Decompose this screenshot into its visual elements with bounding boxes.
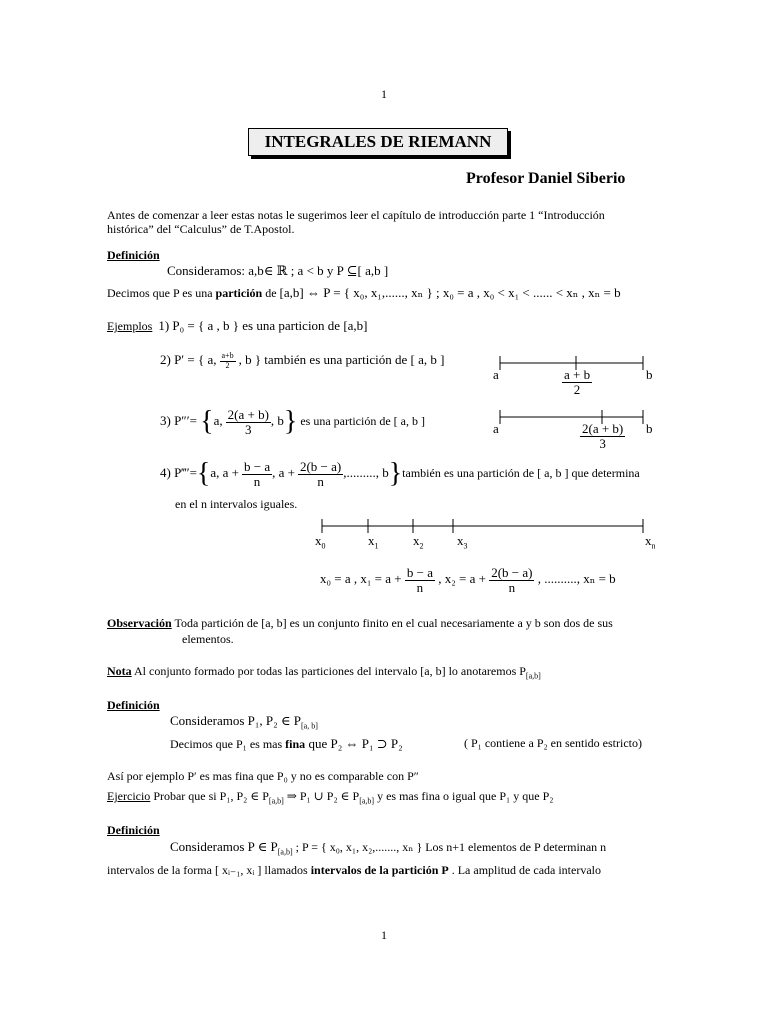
example-3-numerator: 2(a + b) xyxy=(227,407,269,422)
diagram-1-mid-denominator: 2 xyxy=(573,381,581,397)
definition-1-pre: Decimos que P es una xyxy=(107,286,216,300)
intro-line-1: Antes de comenzar a leer estas notas le sugerimos leer el capítulo de introducción parte 1 “Introducción xyxy=(107,208,605,222)
exercise-text-2: ⇒ P₁ ∪ P₂ ∈ P xyxy=(283,789,360,803)
diagram-3-lines xyxy=(322,519,643,533)
diagram-3-x1 xyxy=(368,533,379,551)
definition-2-post: que P₂ ⇔ P₁ ⊃ P₂ xyxy=(305,736,403,751)
example-3: 3) P″′= {a, $\frac{2(a + b)}{3}$ , b} es una partición de [ a, b ] xyxy=(160,406,425,438)
example-4-f2-numerator: 2(b − a) xyxy=(299,459,342,474)
example-2-pre: 2) P′ = { a, xyxy=(160,352,217,367)
definition-3-post: ; P = { x₀, x₁, x₂,......., xₙ } Los n+1 elementos de P determinan n xyxy=(292,840,607,854)
definition-3-term: intervalos de la partición P xyxy=(310,863,449,877)
diagram-2-left-label: a xyxy=(493,421,499,436)
example-2-post: , b } también es una partición de [ a, b ] xyxy=(238,352,445,367)
x3-subscript: 3 xyxy=(463,541,468,551)
example-4-post: también es una partición de [ a, b ] que determina xyxy=(402,465,640,480)
diagram-1-mid-numerator: a + b xyxy=(564,367,591,382)
definition-2-line-1 xyxy=(170,713,318,731)
intro-line-2: histórica” del “Calculus” de T.Apostol. xyxy=(107,222,295,236)
diagram-3-x0 xyxy=(315,533,326,551)
example-2-numerator: a+b xyxy=(221,351,234,361)
diagram-2-mid-denominator: 3 xyxy=(599,435,606,451)
example-4-inner-1: a, a + xyxy=(210,464,239,480)
diagram-3-xn xyxy=(645,533,656,551)
observation-line-2: elementos. xyxy=(182,632,234,646)
observation-line-1 xyxy=(107,616,613,631)
formula-part-1: x₀ = a , x₁ = a + xyxy=(320,571,402,587)
definition-heading-2: Definición xyxy=(107,698,160,712)
observation-label: Observación xyxy=(107,616,172,630)
definition-1-consider: Consideramos: a,b∈ ℝ ; a < b y P ⊆[ a,b ] xyxy=(167,263,389,278)
formula-fraction-2 xyxy=(489,566,534,594)
exercise-subscript-1: [a,b] xyxy=(268,796,284,806)
xn-letter: x xyxy=(645,533,652,548)
x0-subscript: 0 xyxy=(321,541,326,551)
definition-1-post: de xyxy=(262,286,280,300)
examples-label: Ejemplos xyxy=(107,319,153,333)
exercise-text-1: Probar que si P₁, P₂ ∈ P xyxy=(150,789,269,803)
definition-heading-3: Definición xyxy=(107,823,160,837)
example-4-f1-denominator: n xyxy=(253,473,261,489)
definition-3-line-1 xyxy=(170,839,606,856)
partition-formula xyxy=(320,566,616,594)
x2-letter: x xyxy=(413,533,420,548)
definition-heading-1: Definición xyxy=(107,248,160,262)
diagram-1-mid-label xyxy=(562,368,592,396)
diagram-3-x2 xyxy=(413,533,424,551)
example-3-pre: 3) P″′= xyxy=(160,412,201,428)
xn-subscript: n xyxy=(651,541,656,551)
exercise-subscript-2: [a,b] xyxy=(359,796,375,806)
exercise-label: Ejercicio xyxy=(107,789,151,803)
x2-subscript: 2 xyxy=(419,541,424,551)
diagram-1-right-label: b xyxy=(646,367,653,382)
formula-f1-denominator: n xyxy=(416,579,424,595)
example-4-inner-3: ,........., b xyxy=(343,464,389,480)
formula-f2-denominator: n xyxy=(508,579,516,595)
formula-f1-numerator: b − a xyxy=(406,565,433,580)
definition-3-line-2-pre: intervalos de la forma [ xᵢ₋₁, xᵢ ] llamados xyxy=(107,863,311,877)
page-title: INTEGRALES DE RIEMANN xyxy=(248,128,508,156)
diagram-2-mid-numerator: 2(a + b) xyxy=(582,421,624,436)
definition-3-line-2 xyxy=(107,863,601,878)
note-subscript: [a,b] xyxy=(525,671,541,681)
example-4-inner-2: , a + xyxy=(272,464,295,480)
definition-2-pre: Decimos que P₁ es mas xyxy=(170,737,286,751)
example-1: 1) P₀ = { a , b } es una particion de [a,b] xyxy=(158,318,368,333)
diagram-1-left-label: a xyxy=(493,367,499,382)
formula-fraction-1 xyxy=(405,566,435,594)
definition-2-subscript: [a, b] xyxy=(301,721,318,731)
definition-3-subscript: [a,b] xyxy=(277,847,293,857)
diagram-2-mid-label xyxy=(580,422,625,450)
x1-subscript: 1 xyxy=(374,541,379,551)
exercise-text-3: y es mas fina o igual que P₁ y que P₂ xyxy=(374,789,554,803)
example-3-denominator: 3 xyxy=(245,421,252,437)
example-4-f1-numerator: b − a xyxy=(243,459,271,474)
diagram-3-x3 xyxy=(457,533,468,551)
example-4-pre: 4) P‴′= xyxy=(160,464,197,480)
definition-3-line-2-post: . La amplitud de cada intervalo xyxy=(448,863,601,877)
exercise xyxy=(107,789,553,805)
formula-part-3: , .........., xₙ = b xyxy=(537,571,616,587)
page-number-top: 1 xyxy=(381,87,387,101)
example-3-inner-b: , b xyxy=(270,412,284,428)
note xyxy=(107,664,541,680)
formula-f2-numerator: 2(b − a) xyxy=(491,565,533,580)
definition-2-term: fina xyxy=(285,737,306,751)
definition-2-consider: Consideramos P₁, P₂ ∈ P xyxy=(170,713,302,728)
x3-letter: x xyxy=(457,533,464,548)
definition-2-line-2 xyxy=(170,736,403,752)
example-4-line-2: en el n intervalos iguales. xyxy=(175,497,298,511)
example-4: 4) P‴′={a, a + $\frac{b - a}{n}$ , a + $\frac{2(b - a)}{n}$ ,........., b}también es una partición de [ a, b ] que determina xyxy=(160,458,640,490)
definition-2-note: ( P₁ contiene a P₂ en sentido estricto) xyxy=(464,736,642,750)
note-text: Al conjunto formado por todas las particiones del intervalo [a, b] lo anotaremos P xyxy=(131,664,526,678)
author: Profesor Daniel Siberio xyxy=(466,170,626,187)
definition-1-term: partición xyxy=(215,286,263,300)
x0-letter: x xyxy=(315,533,322,548)
formula-part-2: , x₂ = a + xyxy=(438,571,486,587)
page-number-bottom: 1 xyxy=(381,928,387,942)
note-label: Nota xyxy=(107,664,132,678)
definition-1-math: [a,b] ⇔ P = { x₀, x₁,......, xₙ } ; x₀ = a , x₀ < x₁ < ...... < xₙ , xₙ = b xyxy=(279,285,621,300)
example-comparison: Así por ejemplo P′ es mas fina que P₀ y no es comparable con P″ xyxy=(107,769,419,783)
example-3-post: es una partición de [ a, b ] xyxy=(300,413,425,428)
diagram-2-right-label: b xyxy=(646,421,653,436)
example-4-f2-denominator: n xyxy=(317,473,324,489)
example-2-denominator: 2 xyxy=(225,360,230,370)
example-3-inner-a: a, xyxy=(213,412,223,428)
definition-3-pre: Consideramos P ∈ P xyxy=(170,839,278,854)
x1-letter: x xyxy=(368,533,375,548)
observation-text: Toda partición de [a, b] es un conjunto finito en el cual necesariamente a y b son dos de sus xyxy=(171,616,613,630)
